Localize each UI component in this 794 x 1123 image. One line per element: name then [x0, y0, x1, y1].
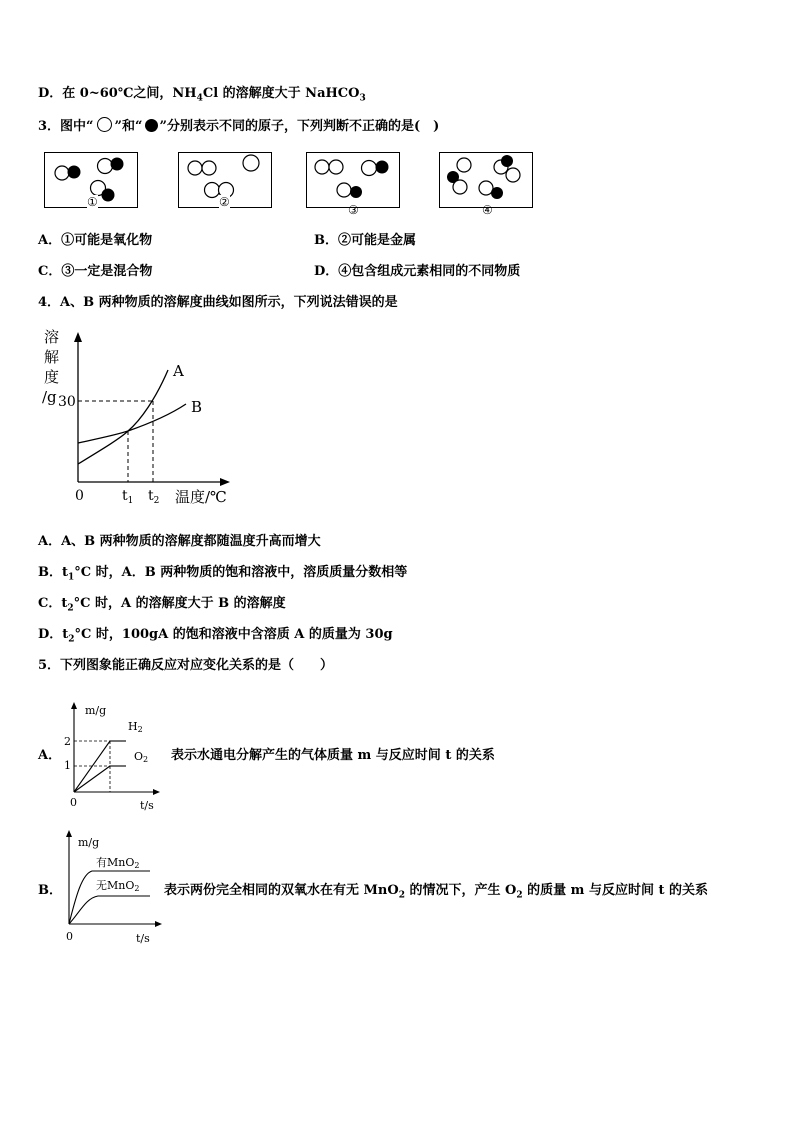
x-axis-label: t/s — [136, 932, 150, 945]
curve-b — [78, 404, 186, 443]
q5-stem: 5．下列图象能正确反应对应变化关系的是（ ） — [38, 658, 334, 673]
q3-stem-part3: ”分别表示不同的原子，下列判断不正确的是( ) — [159, 119, 440, 134]
without-mno2-label: 无MnO2 — [96, 879, 140, 893]
q3-option-b: B．②可能是金属 — [314, 233, 416, 248]
origin-label: 0 — [70, 796, 77, 809]
q3-stem — [38, 115, 439, 134]
q4-option-b: B．$t_1^\circ C$ 时，A．B 两种物质的饱和溶液中，溶质质量分数相等 — [38, 565, 408, 583]
subscript: 3 — [359, 93, 366, 104]
origin-label: 0 — [75, 488, 84, 504]
x-axis-label: 温度/℃ — [175, 488, 227, 506]
q5-option-a-letter: A． — [38, 748, 62, 763]
q2-option-d-text: D．在 0~60℃之间，NH — [38, 86, 197, 101]
q3-stem-part2: ”和“ — [114, 119, 143, 134]
ylabel-char: 解 — [44, 348, 60, 366]
ylabel-char: 溶 — [44, 328, 60, 346]
curve-b-label: B — [191, 398, 203, 416]
catalyst-graph — [58, 826, 168, 946]
tick-2: 2 — [64, 735, 71, 748]
q2-option-d-text-2: Cl 的溶解度大于 NaHCO — [202, 86, 360, 101]
q5-option-b-description: 表示两份完全相同的双氧水在有无 MnO$_2$ 的情况下，产生 $O_2$ 的质量 m 与反应时间 t 的关系 — [164, 883, 709, 901]
x-tick-t1: $t_1$ — [122, 488, 134, 506]
white-atom-icon — [97, 117, 112, 132]
subscript: 4 — [196, 93, 203, 104]
solubility-curve-graph — [36, 320, 236, 510]
origin-label: 0 — [66, 930, 73, 943]
box3-particles-icon — [306, 152, 400, 208]
y-axis-label: m/g — [78, 836, 100, 849]
box2-label: ② — [219, 195, 230, 209]
tick-1: 1 — [64, 759, 71, 772]
q4-option-a: A．A、B 两种物质的溶解度都随温度升高而增大 — [38, 534, 321, 549]
q3-option-a: A．①可能是氧化物 — [38, 233, 153, 248]
x-axis-label: t/s — [140, 799, 154, 812]
electrolysis-graph — [58, 698, 168, 813]
black-atom-icon — [145, 119, 158, 132]
ylabel-char: 度 — [44, 368, 60, 386]
x-tick-t2: $t_2$ — [148, 488, 160, 506]
q3-option-c: C．③一定是混合物 — [38, 264, 153, 279]
box4-label: ④ — [482, 203, 493, 217]
q5-option-b-letter: B． — [38, 883, 62, 898]
y-tick-30: 30 — [58, 394, 76, 410]
box3-label: ③ — [348, 203, 359, 217]
o2-label: O2 — [134, 750, 149, 764]
curve-a — [78, 370, 168, 464]
q4-stem: 4．A、B 两种物质的溶解度曲线如图所示，下列说法错误的是 — [38, 295, 398, 310]
q3-option-d: D．④包含组成元素相同的不同物质 — [314, 264, 521, 279]
q5-option-a-description: 表示水通电分解产生的气体质量 m 与反应时间 t 的关系 — [171, 748, 495, 763]
ylabel-char: /g — [42, 388, 57, 406]
curve-a-label: A — [173, 362, 184, 380]
h2-label: H2 — [128, 720, 143, 734]
box4-particles-icon — [439, 152, 533, 208]
q4-option-c: C．$t_2^\circ C$ 时，A 的溶解度大于 B 的溶解度 — [38, 596, 286, 614]
y-axis-label: m/g — [85, 704, 107, 717]
with-mno2-label: 有MnO2 — [96, 856, 140, 870]
q2-option-d — [38, 82, 366, 104]
q3-stem-part1: 3．图中“ — [38, 119, 94, 134]
q4-option-d: D．$t_2^\circ C$ 时，100gA 的饱和溶液中含溶质 A 的质量为 30g — [38, 627, 393, 645]
box1-label: ① — [87, 195, 98, 209]
without-catalyst-curve — [69, 896, 150, 924]
